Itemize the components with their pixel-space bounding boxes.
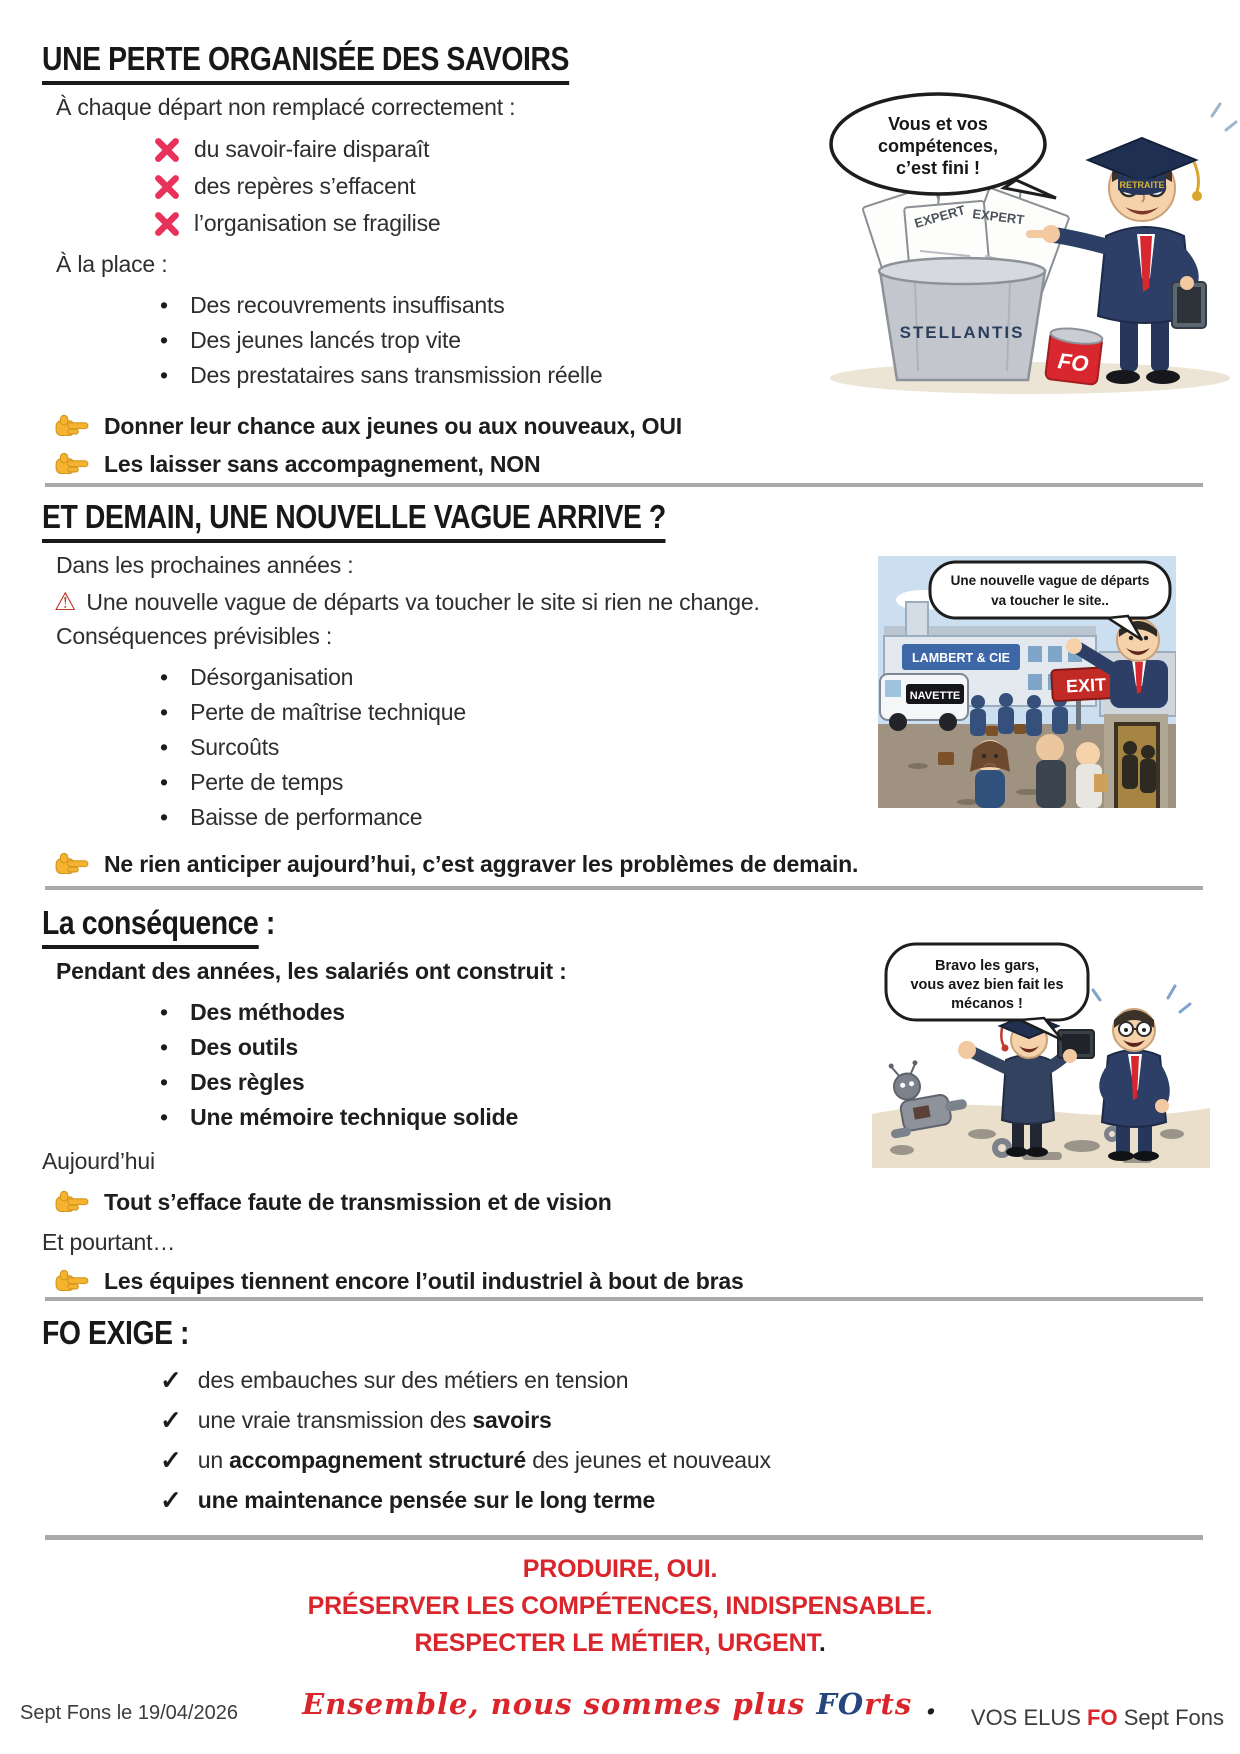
exit-label: EXIT [1065,674,1107,697]
speech-line: Bravo les gars, [935,958,1039,974]
speech-line: mécanos ! [951,996,1023,1012]
pointing-finger-icon [54,851,90,877]
section3-today: Aujourd’hui [42,1148,155,1174]
paper-label: EXPERT [912,202,967,231]
pointing-finger-icon [54,1189,90,1215]
check-icon: ✓ [160,1405,182,1435]
speech-line: compétences, [877,136,999,156]
list-item [160,765,882,800]
section-divider [45,1297,1203,1301]
check-item-label: une vraie transmission des savoirs [197,1406,552,1433]
list-item-label: Des outils [190,1034,298,1060]
section1-intro: À chaque départ non remplacé correctement : [56,94,516,120]
section-divider [45,483,1203,487]
section-nouvelle-vague [42,498,882,883]
list-item-label: Baisse de performance [190,804,423,830]
list-item [160,323,842,358]
section2-intro: Dans les prochaines années : [56,552,354,578]
check-item-label: des embauches sur des métiers en tension [197,1366,629,1393]
cartoon-bravo-mecanos [872,938,1210,1168]
footer-signature: VOS ELUS FO Sept Fons [970,1705,1224,1730]
slogan-line: PRODUIRE, OUI. [522,1555,718,1583]
cap-label: RETRAITE [1119,180,1165,190]
x-item-label: l’organisation se fragilise [194,210,441,236]
bullet-icon: • [160,1034,169,1060]
bullet-list [42,288,842,393]
list-item-label: Des règles [190,1069,305,1095]
bullet-icon: • [160,292,169,318]
list-item-label: Perte de temps [190,769,344,795]
section3-pourtant: Et pourtant… [42,1229,176,1255]
check-item-label: une maintenance pensée sur le long terme [197,1486,656,1513]
section1-alt-intro: À la place : [56,251,168,277]
finger-line-label: Les laisser sans accompagnement, NON [104,450,541,477]
section-divider [45,886,1203,890]
section2-sub: Conséquences prévisibles : [56,623,333,649]
list-item-label: Une mémoire technique solide [190,1104,519,1130]
bullet-icon: • [160,664,169,690]
cartoon-vague-departs [878,556,1176,808]
bullet-icon: • [160,734,169,760]
x-item-label: du savoir-faire disparaît [194,136,430,162]
paper-label: EXPERT [971,206,1026,228]
factory-sign: LAMBERT & CIE [912,651,1010,665]
x-mark-icon [154,174,180,200]
fo-logo-text: FO [816,1687,865,1721]
bus-label: NAVETTE [909,690,961,702]
check-icon: ✓ [160,1445,182,1475]
slogan-line: RESPECTER LE MÉTIER, URGENT. [414,1629,826,1657]
finger-line [54,1183,882,1221]
finger-line [54,1262,882,1300]
check-item-label: un accompagnement structuré des jeunes et nouveaux [197,1446,771,1473]
check-icon: ✓ [160,1485,182,1515]
bullet-icon: • [160,999,169,1025]
fo-logo-text: FO [1087,1705,1118,1730]
check-item [160,1360,1192,1400]
x-item [154,131,842,168]
x-item [154,205,842,242]
bullet-icon: • [160,769,169,795]
bullet-list [42,995,882,1135]
speech-line: c’est fini ! [895,158,981,178]
list-item [160,995,882,1030]
x-item-label: des repères s’effacent [194,173,416,199]
list-item-label: Des jeunes lancés trop vite [190,327,461,353]
x-list [42,131,842,242]
section3-lead: Pendant des années, les salariés ont construit : [56,958,567,984]
finger-line [54,445,842,483]
list-item-label: Des prestataires sans transmission réelle [190,362,603,388]
speech-line: va toucher le site.. [991,593,1109,608]
warning-label: Une nouvelle vague de départs va toucher le site si rien ne change. [86,589,760,615]
list-item [160,1030,882,1065]
list-item [160,1100,882,1135]
warning-line [54,589,882,616]
check-icon: ✓ [160,1365,182,1395]
section2-title: ET DEMAIN, UNE NOUVELLE VAGUE ARRIVE ? [42,498,882,543]
check-item [160,1480,1192,1520]
pointing-finger-icon [54,451,90,477]
speech-bubble [831,94,1056,198]
footer-date: Sept Fons le 19/04/2026 [20,1702,238,1724]
list-item-label: Désorganisation [190,664,354,690]
check-list [42,1360,1192,1520]
slogan-block [0,1551,1240,1662]
finger-lines [42,407,842,483]
list-item [160,800,882,835]
finger-line-label: Ne rien anticiper aujourd’hui, c’est aggraver les problèmes de demain. [104,850,859,877]
check-item [160,1400,1192,1440]
fo-can [1045,326,1103,385]
pointing-finger-icon [54,1268,90,1294]
section-consequence [42,904,882,1300]
cartoon-savoirs-poubelle [820,86,1240,398]
bullet-icon: • [160,1069,169,1095]
section4-title: FO EXIGE : [42,1314,190,1351]
list-item-label: Des méthodes [190,999,345,1025]
list-item-label: Perte de maîtrise technique [190,699,466,725]
list-item [160,1065,882,1100]
pointing-finger-icon [54,413,90,439]
bullet-icon: • [160,804,169,830]
x-mark-icon [154,137,180,163]
finger-line-label: Les équipes tiennent encore l’outil industriel à bout de bras [104,1267,744,1294]
bald-worker [1036,734,1066,808]
list-item-label: Surcoûts [190,734,280,760]
slogan-line: PRÉSERVER LES COMPÉTENCES, INDISPENSABLE. [307,1592,933,1620]
list-item [160,730,882,765]
list-item-label: Des recouvrements insuffisants [190,292,505,318]
speech-line: vous avez bien fait les [910,977,1064,993]
footer-motto: Ensemble, nous sommes plus FOrts . [302,1683,938,1723]
bullet-icon: • [160,327,169,353]
finger-line-label: Tout s’efface faute de transmission et de vision [104,1188,612,1215]
section-perte-savoirs [42,40,842,483]
x-mark-icon [154,211,180,237]
section1-title: UNE PERTE ORGANISÉE DES SAVOIRS [42,40,842,85]
speech-line: Vous et vos [888,114,988,134]
finger-line [54,845,882,883]
finger-line [54,407,842,445]
fo-can-label: FO [1056,348,1090,377]
check-item [160,1440,1192,1480]
speech-line: Une nouvelle vague de départs [950,573,1150,588]
section-fo-exige [42,1314,1192,1520]
bin-label: STELLANTIS [899,323,1025,342]
bullet-list [42,660,882,835]
section-divider [45,1535,1203,1540]
bullet-icon: • [160,1104,169,1130]
list-item [160,358,842,393]
list-item [160,660,882,695]
list-item [160,695,882,730]
x-item [154,168,842,205]
section3-title: La conséquence : [42,904,882,949]
list-item [160,288,842,323]
bullet-icon: • [160,362,169,388]
bullet-icon: • [160,699,169,725]
finger-line-label: Donner leur chance aux jeunes ou aux nouveaux, OUI [104,412,682,439]
warning-icon: ⚠ [54,588,77,616]
